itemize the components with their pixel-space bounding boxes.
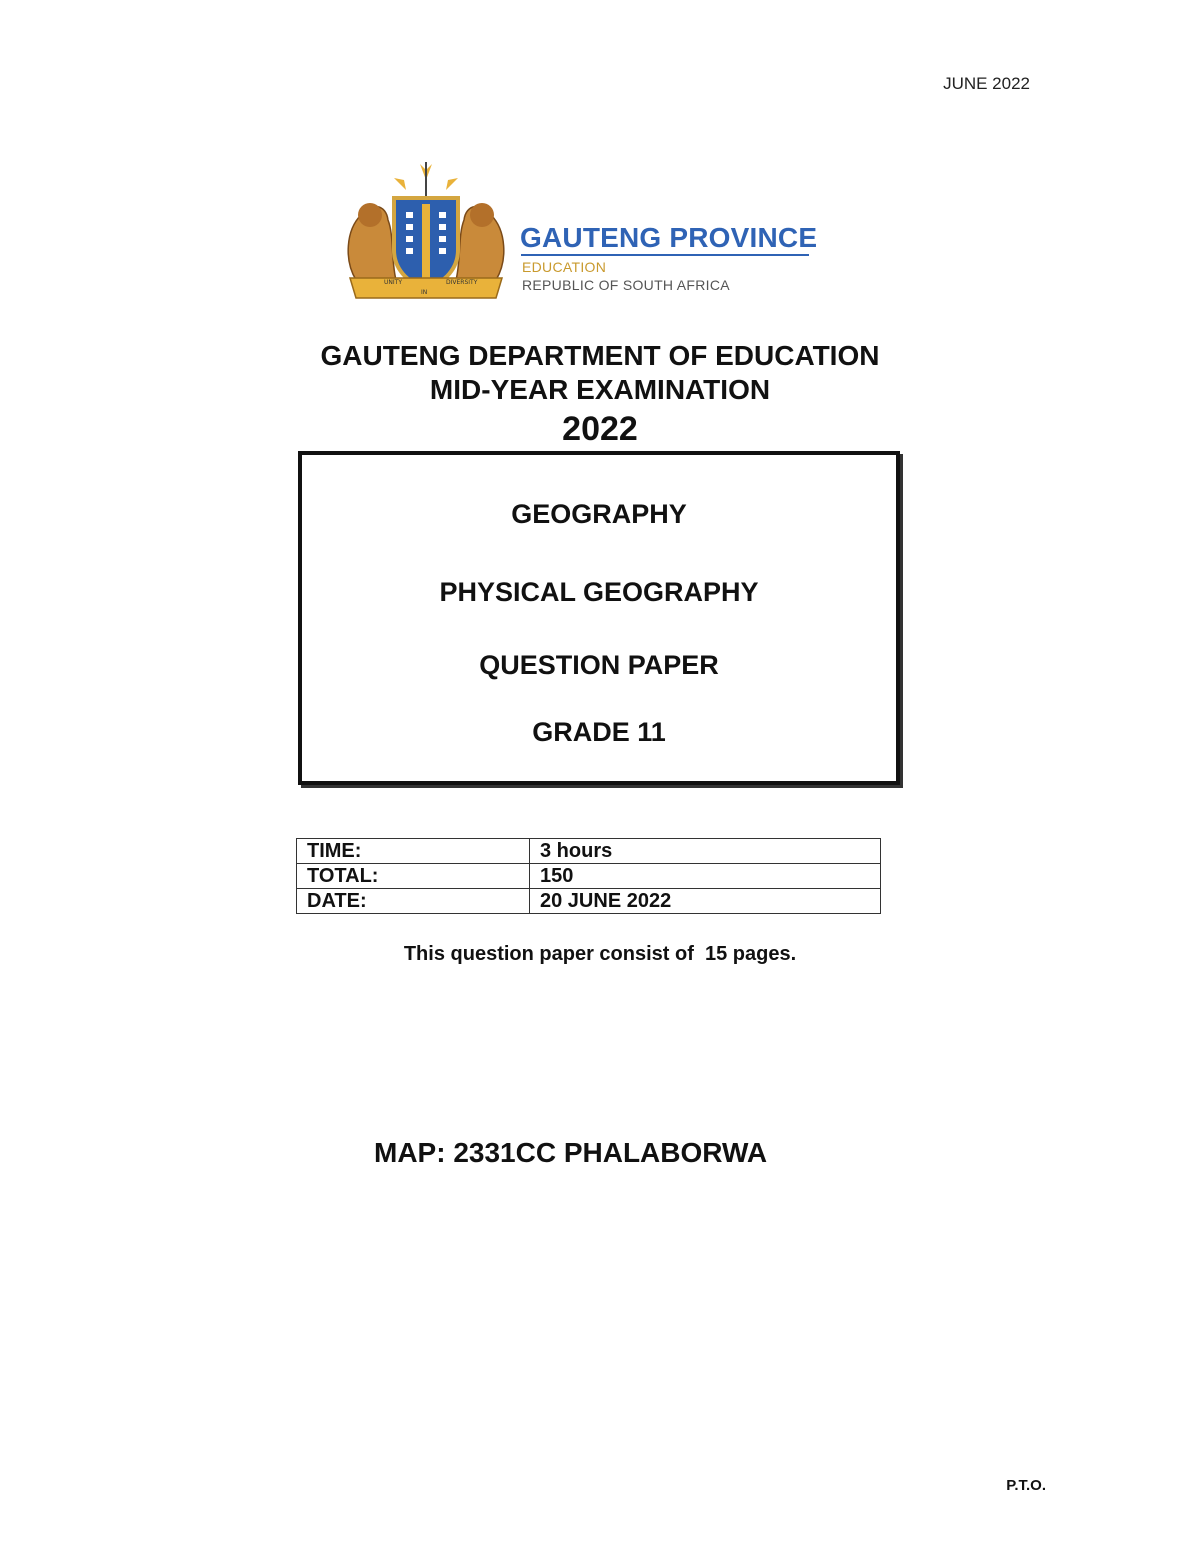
page-count-note: This question paper consist of 15 pages.	[403, 943, 797, 965]
map-reference: MAP: 2331CC PHALABORWA	[374, 1137, 768, 1168]
motto-word-2: IN	[421, 289, 428, 296]
header-date: JUNE 2022	[943, 74, 1030, 93]
info-label-date: DATE:	[297, 889, 530, 914]
subject-title: GEOGRAPHY	[511, 499, 687, 529]
info-value-time: 3 hours	[530, 839, 881, 864]
table-row	[297, 839, 881, 864]
coat-of-arms-icon	[336, 160, 516, 305]
subject-box	[298, 451, 900, 785]
brand-name: GAUTENG PROVINCE	[520, 222, 818, 253]
exam-year: 2022	[562, 410, 638, 448]
motto-word-1: UNITY	[384, 279, 402, 286]
exam-info-table	[296, 838, 881, 914]
department-heading: GAUTENG DEPARTMENT OF EDUCATION	[320, 340, 880, 371]
paper-title: PHYSICAL GEOGRAPHY	[439, 577, 759, 607]
info-value-total: 150	[530, 864, 881, 889]
motto-word-3: DIVERSITY	[446, 279, 478, 286]
info-value-date: 20 JUNE 2022	[530, 889, 881, 914]
grade-label: GRADE 11	[532, 717, 666, 747]
brand-subtitle-education: EDUCATION	[522, 259, 607, 275]
table-row	[297, 864, 881, 889]
table-row	[297, 889, 881, 914]
info-label-time: TIME:	[297, 839, 530, 864]
paper-type: QUESTION PAPER	[479, 650, 719, 680]
brand-underline	[521, 254, 809, 256]
pto-label: P.T.O.	[1006, 1477, 1046, 1494]
exam-heading: MID-YEAR EXAMINATION	[429, 374, 771, 405]
coat-of-arms-logo	[336, 160, 516, 305]
brand-subtitle-country: REPUBLIC OF SOUTH AFRICA	[522, 277, 730, 293]
info-label-total: TOTAL:	[297, 864, 530, 889]
